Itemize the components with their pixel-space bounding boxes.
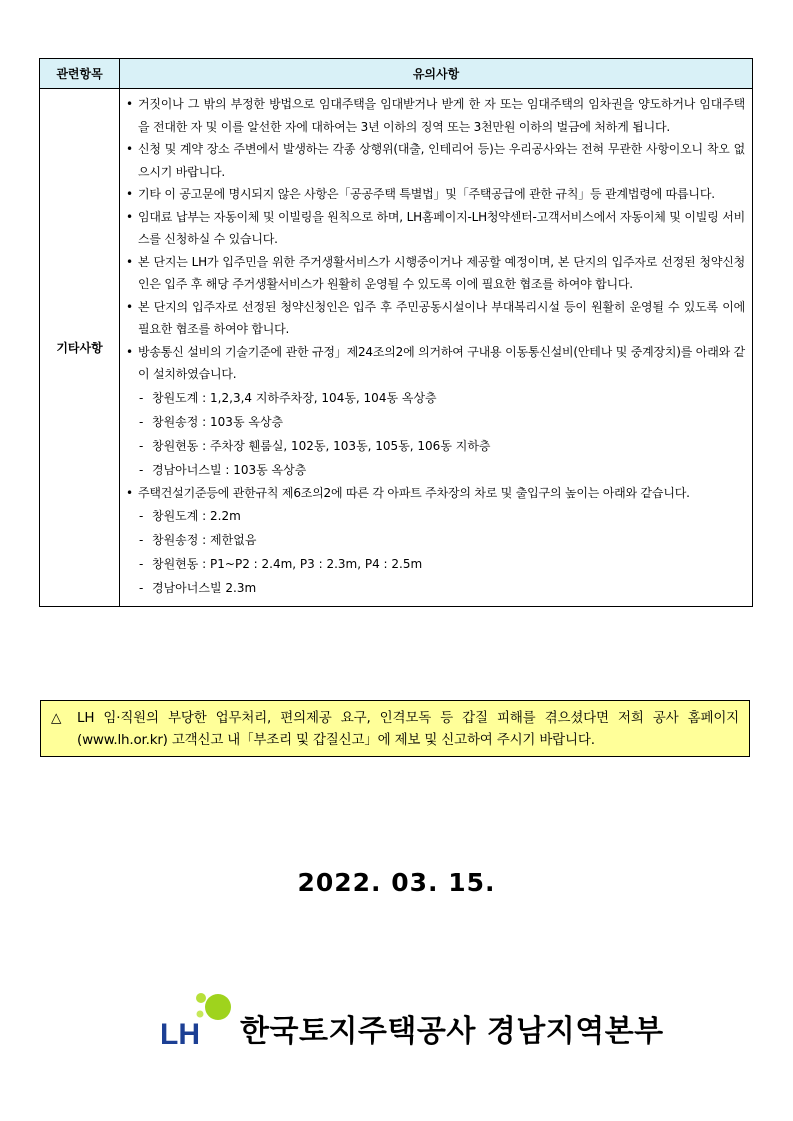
logo-text: LH: [160, 1018, 200, 1051]
sub-list-item-text: 창원송정 : 제한없음: [152, 533, 257, 547]
list-item-text: 신청 및 계약 장소 주변에서 발생하는 각종 상행위(대출, 인테리어 등)는 우리공사와는 전혀 무관한 사항이오니 착오 없으시기 바랍니다.: [138, 142, 745, 179]
bullet-icon: •: [126, 344, 133, 359]
sub-list-item-text: 창원송정 : 103동 옥상층: [152, 414, 284, 429]
dash-icon: -: [139, 581, 144, 595]
list-item-text: 본 단지는 LH가 입주민을 위한 주거생활서비스가 시행중이거나 제공할 예정이며, 본 단지의 입주자로 선정된 청약신청인은 입주 후 해당 주거생활서비스가 원활히 운영될 수 있도록 이에 필요한 협조를 하여야 합니다.: [138, 254, 745, 291]
bullet-icon: •: [126, 187, 133, 201]
header-notes: 유의사항: [120, 59, 753, 89]
list-item-text: 본 단지의 입주자로 선정된 청약신청인은 입주 후 주민공동시설이나 부대복리시설 등이 원활히 운영될 수 있도록 이에 필요한 협조를 하여야 합니다.: [138, 299, 745, 336]
notice-table: [39, 58, 753, 607]
bullet-icon: •: [126, 142, 133, 156]
organization-name: 한국토지주택공사 경남지역본부: [240, 1014, 664, 1049]
sub-list-item: [124, 528, 745, 552]
list-item: [124, 251, 745, 296]
list-item-text: 임대료 납부는 자동이체 및 이빌링을 원칙으로 하며, LH홈페이지-LH청약센터-고객서비스에서 자동이체 및 이빌링 서비스를 신청하실 수 있습니다.: [138, 209, 745, 246]
sub-list-item: [124, 576, 745, 600]
sub-list-item-text: 경남아너스빌 2.3m: [152, 581, 257, 595]
complaint-notice-box: [40, 700, 750, 757]
notes-cell: [120, 89, 753, 607]
list-item: [124, 138, 745, 183]
bullet-icon: •: [126, 209, 133, 224]
sub-list-item: [124, 504, 745, 528]
table-header-row: [40, 59, 753, 89]
sub-list-item-text: 창원현동 : P1~P2 : 2.4m, P3 : 2.3m, P4 : 2.5m: [152, 557, 423, 571]
sub-list-item: [124, 552, 745, 576]
list-item-text: 거짓이나 그 밖의 부정한 방법으로 임대주택을 임대받거나 받게 한 자 또는 임대주택의 임차권을 양도하거나 임대주택을 전대한 자 및 이를 알선한 자에 대하여는 3년 이하의 징역 또는 3천만원 이하의 벌금에 처하게 됩니다.: [138, 97, 745, 134]
bullet-icon: •: [126, 254, 133, 269]
bullet-icon: •: [126, 485, 133, 500]
list-item-text: 주택건설기준등에 관한규칙 제6조의2에 따른 각 아파트 주차장의 차로 및 출입구의 높이는 아래와 같습니다.: [138, 485, 690, 500]
lh-logo: [158, 990, 236, 1056]
sub-list-item: [124, 386, 745, 410]
triangle-icon: △: [51, 710, 62, 726]
sub-list-item: [124, 458, 745, 482]
category-cell: 기타사항: [40, 89, 120, 607]
announcement-date: 2022. 03. 15.: [297, 868, 496, 897]
dash-icon: -: [139, 390, 144, 405]
header-category: 관련항목: [40, 59, 120, 89]
table-row: [40, 89, 753, 607]
footer: [158, 990, 664, 1060]
list-item: [124, 93, 745, 138]
list-item-text: 방송통신 설비의 기술기준에 관한 규정」제24조의2에 의거하여 구내용 이동통신설비(안테나 및 중계장치)를 아래와 같이 설치하였습니다.: [138, 344, 745, 381]
dash-icon: -: [139, 557, 144, 571]
list-item-text: 기타 이 공고문에 명시되지 않은 사항은「공공주택 특별법」및「주택공급에 관한 규칙」등 관계법령에 따릅니다.: [138, 187, 715, 201]
list-item: [124, 206, 745, 251]
sub-list-item-text: 창원도계 : 1,2,3,4 지하주차장, 104동, 104동 옥상층: [152, 390, 437, 405]
complaint-notice-text: LH 임·직원의 부당한 업무처리, 편의제공 요구, 인격모독 등 갑질 피해를 겪으셨다면 저희 공사 홈페이지(www.lh.or.kr) 고객신고 내「부조리 및 갑질신고」에 제보 및 신고하여 주시기 바랍니다.: [77, 710, 739, 748]
list-item: [124, 296, 745, 341]
dash-icon: -: [139, 462, 144, 477]
dash-icon: -: [139, 533, 144, 547]
dash-icon: -: [139, 414, 144, 429]
dash-icon: -: [139, 438, 144, 453]
bullet-icon: •: [126, 299, 133, 314]
sub-list-item: [124, 434, 745, 458]
list-item: [124, 183, 745, 206]
sub-list-item-text: 창원도계 : 2.2m: [152, 509, 241, 523]
list-item: [124, 341, 745, 386]
bullet-icon: •: [126, 97, 133, 111]
sub-list-item: [124, 410, 745, 434]
sub-list-item-text: 경남아너스빌 : 103동 옥상층: [152, 462, 307, 477]
dash-icon: -: [139, 509, 144, 523]
list-item: [124, 482, 745, 505]
sub-list-item-text: 창원현동 : 주차장 휀룸실, 102동, 103동, 105동, 106동 지하층: [152, 438, 491, 453]
